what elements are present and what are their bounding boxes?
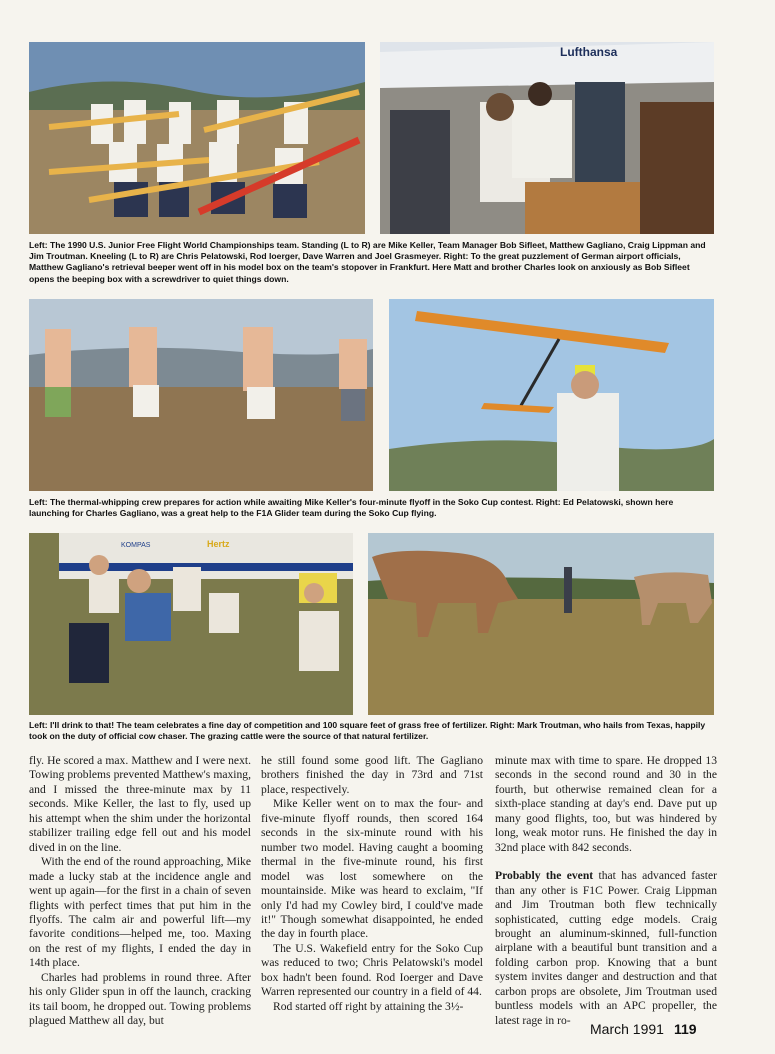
paragraph: With the end of the round approaching, Mike made a lucky stab at the incidence angle and went up again—for the first in a chain of seven flights with perfect times that put him in the flyoffs. The calm air and powerful lift—my favorite conditions—helped me, too. Maxing on the rest of my flights, I ended the day in 14th place. (29, 855, 251, 970)
section-paragraph (495, 869, 717, 1028)
section-text: that has advanced faster than any other is F1C Power. Craig Lippman and Jim Troutman both flew technically sophisticated, cutting edge models. Craig brought an aluminum-skinned, full-function airplane with a beautiful bunt transition and a folding carbon prop. Knowing that a bunt system invites danger and destruction and that carbon props are obsolete, Jim Troutman used buntless models with an APC propeller, the latest rage in ro- (495, 869, 717, 1027)
body-column-2 (261, 754, 483, 1014)
paragraph: fly. He scored a max. Matthew and I were next. Towing problems prevented Matthew's maxing, and I missed the three-minute max by 11 seconds. Mike Keller, the last to fly, used up his attempt when the shim under the horizontal stabilizer trailing edge fell out and his model dived in on the line. (29, 754, 251, 854)
hertz-text: Hertz (207, 539, 230, 549)
photo-cattle-field (368, 533, 714, 715)
paragraph: Rod started off right by attaining the 3½- (273, 999, 464, 1013)
paragraph: The U.S. Wakefield entry for the Soko Cup was reduced to two; Chris Pelatowski's model box hadn't been found. Rod Ioerger and Dave Warren represented our country in a field of 44. (261, 941, 483, 999)
paragraph: minute max with time to spare. He dropped 13 seconds in the second round and 30 in the fourth, but otherwise remained clean for a sixth-place standing at day's end. Dave put up many good flights, too, but was hindered by long, weak motor runs. He finished the day in 32nd place with 842 seconds. (495, 754, 717, 854)
caption-row-2: Left: The thermal-whipping crew prepares for action while awaiting Mike Keller's four-minute flyoff in the Soko Cup contest. Right: Ed Pelatowski, shown here launching for Charles Gagliano, was a great help to the F1A Glider team during the Soko Cup flying. (29, 497, 674, 519)
kompas-text: KOMPAS (121, 542, 151, 549)
page-footer (590, 1021, 697, 1037)
photo-team-picnic (29, 533, 353, 715)
lufthansa-text: Lufthansa (560, 45, 618, 59)
body-column-1 (29, 754, 251, 1029)
section-lead: Probably the event (495, 869, 594, 883)
issue-date: March 1991 (590, 1021, 664, 1037)
paragraph: Mike Keller went on to max the four- and five-minute flyoff rounds, then scored 164 seconds in the six-minute round with his number two model. Having caught a booming thermal in the five-minute round, his first model was lost somewhere on the mountainside. Mike was heard to exclaim, "If only I'd had my Cowley bird, I could've made it!" Though somewhat disappointed, he ended the day in fourth place. (261, 797, 483, 941)
photo-team-group (29, 42, 365, 234)
body-column-3 (495, 754, 717, 1028)
paragraph: he still found some good lift. The Gagliano brothers finished the day in 73rd and 71st place, respectively. (261, 754, 483, 796)
photo-thermal-crew (29, 299, 373, 491)
caption-row-3: Left: I'll drink to that! The team celebrates a fine day of competition and 100 square feet of grass free of fertilizer. Right: Mark Troutman, who hails from Texas, happily took on the duty of official cow chaser. The grazing cattle were the source of that natural fertilizer. (29, 720, 706, 742)
caption-row-1: Left: The 1990 U.S. Junior Free Flight World Championships team. Standing (L to R) are Mike Keller, Team Manager Bob Sifleet, Matthew Gagliano, Craig Lippman and Jim Troutman. Kneeling (L to R) are Chris Pelatowski, Rod Ioerger, Dave Warren and Joel Grasmeyer. Right: To the great puzzlement of German airport officials, Matthew Gagliano's retrieval beeper went off in his model box on the team's stopover in Frankfurt. Here Matt and brother Charles look on anxiously as Bob Sifleet opens the beeping box with a screwdriver to quiet things down. (29, 240, 706, 284)
paragraph: Charles had problems in round three. After his only Glider spun in off the launch, cracking its tail boom, he dropped out. Towing problems plagued Matthew all day, but (29, 970, 251, 1028)
photo-airport-box (380, 42, 714, 234)
page-number: 119 (673, 1021, 697, 1037)
photo-glider-launch (389, 299, 714, 491)
